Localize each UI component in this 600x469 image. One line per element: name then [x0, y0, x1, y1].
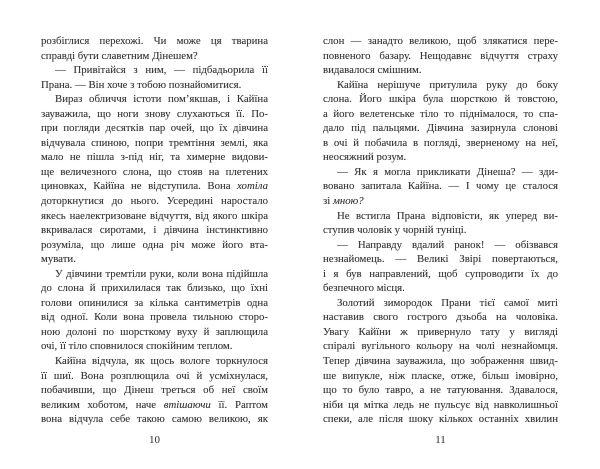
text-line	[41, 179, 268, 194]
text-segment: розуміла, що лише одна річ може його вта-	[41, 238, 268, 251]
text-line	[323, 267, 558, 282]
text-segment: вона відчула себе такою самою великою, як	[41, 413, 268, 426]
text-line	[41, 165, 268, 180]
text-line	[41, 369, 268, 384]
text-line	[323, 281, 558, 296]
text-segment: спіралі вугільного кольору на чолі незнайомця.	[323, 340, 558, 353]
italic-text: хотіла	[237, 180, 268, 193]
text-segment: її. Раптом	[210, 398, 268, 411]
text-segment: до слона й прихилилася так близько, що їхні	[41, 282, 268, 295]
page-number: 10	[149, 433, 160, 446]
text-segment: розбіглися перехожі. Чи може ця тварина	[41, 35, 268, 47]
text-line	[323, 209, 558, 224]
text-segment: зауважила, що ноги знову слухаються її. По-	[41, 107, 268, 120]
text-line	[41, 63, 268, 78]
text-segment: неосяжний розум.	[323, 151, 407, 164]
italic-text: втішаючи	[163, 398, 211, 411]
text-segment: очі, її тіло сповнилося спокійним теплом.	[41, 340, 233, 353]
text-line	[323, 165, 558, 180]
text-line	[41, 383, 268, 398]
text-segment: ною долоні по шорсткому вуху й заплющила	[41, 325, 268, 338]
text-segment: ше випукле, ніж пласке, отже, більш імовірно,	[323, 369, 558, 382]
text-segment: повненого базару. Нещодавнє відчуття страху	[323, 49, 558, 62]
text-line	[323, 412, 558, 427]
italic-text: мною?	[332, 195, 364, 208]
text-line	[41, 194, 268, 209]
text-segment: безпечного місця.	[323, 282, 405, 295]
text-segment: видавалося смішним.	[323, 64, 422, 77]
text-segment: Увагу Кайїни ж привернуло тату у вигляді	[323, 325, 558, 338]
page-number: 11	[435, 433, 446, 446]
text-segment: спеки, але після шоку кількох останніх хвилин	[323, 413, 558, 426]
text-segment: великим хоботом, наче	[41, 398, 164, 411]
text-line	[41, 150, 268, 165]
text-segment: Кайїна відчула, як щось вологе торкнулося	[55, 355, 268, 368]
text-line	[323, 78, 558, 93]
text-line	[323, 252, 558, 267]
text-segment: справді бути славетним Дінешем?	[41, 49, 198, 62]
text-segment: а його велетенське тіло то піднімалося, то спа-	[323, 107, 558, 120]
text-segment: — Як я могла прикликати Дінеша? — зди-	[337, 165, 558, 178]
text-line	[41, 34, 268, 49]
text-segment: ще величезного слона, що стояв на плетених	[41, 165, 268, 178]
text-line	[323, 238, 558, 253]
text-segment: вовано запитала Кайїна. — І чому це сталося	[323, 180, 558, 193]
text-segment: дало під пальцями. Дівчина зазирнула слонові	[323, 122, 558, 135]
text-line	[41, 325, 268, 340]
text-segment: Тепер дівчина зауважила, що зображення швид-	[323, 355, 558, 368]
text-line	[323, 107, 558, 122]
text-line	[41, 398, 268, 413]
text-line	[41, 121, 268, 136]
text-segment: Золотий зимородок Прани тієї самої миті	[337, 296, 558, 309]
text-segment: Прана. — Він хоче з тобою познайомитися.	[41, 78, 242, 91]
text-segment: доторкнутися до нього. Усередині наростало	[41, 195, 268, 208]
text-line	[323, 49, 558, 64]
text-line	[41, 49, 268, 64]
page-lines	[41, 34, 268, 427]
text-segment: і я був направлений, щоб супроводити їх до	[323, 267, 558, 280]
text-segment: від одної. Коли вона провела тильною сторо-	[41, 311, 268, 324]
text-line	[323, 325, 558, 340]
text-line	[323, 63, 558, 78]
text-line	[323, 34, 558, 49]
text-line	[323, 194, 558, 209]
text-segment: Вираз обличчя істоти пом’якшав, і Кайїна	[55, 93, 268, 106]
text-segment: зі	[323, 195, 333, 208]
text-segment: побачивши, що Дінеш треться об неї своїм	[41, 384, 268, 397]
text-line	[41, 281, 268, 296]
text-segment: її шиї. Вона розплющила очі й усміхнулася,	[41, 369, 268, 382]
text-line	[323, 310, 558, 325]
text-line	[41, 339, 268, 354]
text-segment: в очі й побачила в погляді, зверненому на неї,	[323, 136, 558, 149]
text-line	[323, 383, 558, 398]
text-segment: мувати.	[41, 253, 76, 266]
text-segment: наставив свого гострого дзьоба на чоловіка.	[323, 311, 558, 324]
text-line	[41, 412, 268, 427]
text-segment: ніби ця мітка ледь не пульсує від навколишньої	[323, 398, 558, 411]
text-line	[41, 78, 268, 93]
text-segment: Не встигла Прана відповісти, як уперед ви-	[337, 209, 558, 222]
text-segment: мало не пішла з-під ніг, та химерне видови-	[41, 151, 268, 164]
page-lines	[323, 34, 558, 427]
page-right	[323, 34, 558, 446]
text-line	[41, 223, 268, 238]
text-line	[41, 296, 268, 311]
text-segment: слона. Його шкіра була шорсткою й товстою,	[323, 93, 558, 106]
text-line	[323, 398, 558, 413]
text-line	[41, 354, 268, 369]
text-segment: — Направду вдалий ранок! — обізвався	[337, 238, 558, 251]
text-segment: Кайїна нерішуче притулила руку до боку	[337, 78, 558, 91]
text-line	[323, 296, 558, 311]
text-segment: відчувала спиною, попри тремтіння землі, яка	[41, 136, 268, 149]
text-line	[323, 92, 558, 107]
text-line	[323, 121, 558, 136]
text-line	[41, 238, 268, 253]
text-segment: вкривалася сиротами, і дівчина інстинктивно	[41, 224, 268, 237]
text-line	[41, 209, 268, 224]
text-segment: голови опинилися за кілька сантиметрів одна	[41, 296, 268, 309]
text-segment: циновках, Кайїна не відступила. Вона	[41, 180, 238, 193]
text-line	[323, 354, 558, 369]
text-line	[41, 252, 268, 267]
text-line	[323, 223, 558, 238]
text-segment: якесь наелектризоване відчуття, від якого шкіра	[41, 209, 268, 222]
text-line	[323, 136, 558, 151]
text-segment: ступив чоловік у чорній туніці.	[323, 224, 467, 237]
text-line	[41, 310, 268, 325]
page-left	[41, 34, 268, 446]
text-segment: що то було тавро, а не татуювання. Здавалося,	[323, 384, 558, 397]
text-line	[41, 136, 268, 151]
text-line	[323, 150, 558, 165]
text-line	[323, 179, 558, 194]
text-segment: незнайомець. — Великі Звірі повертаються,	[323, 253, 558, 266]
text-line	[41, 107, 268, 122]
text-segment: — Привітайся з ним, — підбадьорила її	[55, 64, 268, 77]
text-segment: слон — занадто великою, щоб злякатися пере-	[323, 35, 558, 47]
text-line	[41, 92, 268, 107]
text-segment: при погляди десятків пар очей, що їх дівчина	[41, 122, 268, 135]
text-line	[323, 369, 558, 384]
text-line	[41, 267, 268, 282]
text-segment: У дівчини тремтіли руки, коли вона підійшла	[55, 267, 268, 280]
text-line	[323, 339, 558, 354]
